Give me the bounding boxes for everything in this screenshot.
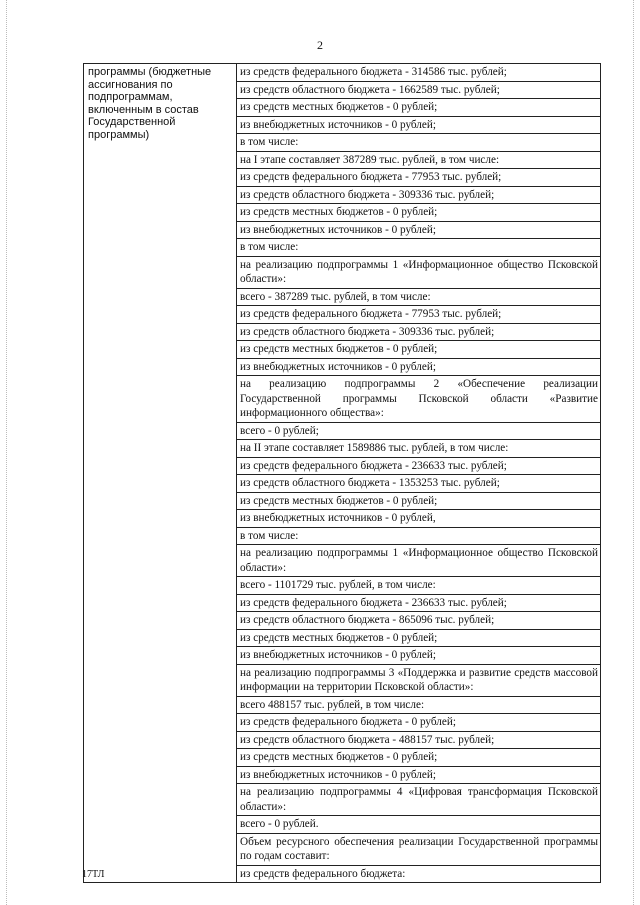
funding-line: из средств федерального бюджета - 77953 тыс. рублей; xyxy=(237,306,600,324)
funding-line: из внебюджетных источников - 0 рублей, xyxy=(237,510,600,528)
funding-line: всего - 0 рублей. xyxy=(237,816,600,834)
funding-line: Объем ресурсного обеспечения реализации Государственной программы по годам составит: xyxy=(237,834,600,866)
funding-line: из внебюджетных источников - 0 рублей; xyxy=(237,767,600,785)
funding-line: из внебюджетных источников - 0 рублей; xyxy=(237,359,600,377)
funding-line: из средств областного бюджета - 309336 тыс. рублей; xyxy=(237,187,600,205)
funding-line: на реализацию подпрограммы 1 «Информационное общество Псковской области»: xyxy=(237,257,600,289)
funding-line: на II этапе составляет 1589886 тыс. рублей, в том числе: xyxy=(237,440,600,458)
funding-line: всего 488157 тыс. рублей, в том числе: xyxy=(237,697,600,715)
funding-line: из средств местных бюджетов - 0 рублей; xyxy=(237,204,600,222)
funding-line: из внебюджетных источников - 0 рублей; xyxy=(237,647,600,665)
funding-line: на I этапе составляет 387289 тыс. рублей, в том числе: xyxy=(237,152,600,170)
funding-line: из средств местных бюджетов - 0 рублей; xyxy=(237,341,600,359)
funding-line: из средств федерального бюджета: xyxy=(240,867,406,880)
funding-line: в том числе: xyxy=(237,528,600,546)
funding-line: в том числе: xyxy=(237,134,600,152)
right-cell-lines xyxy=(237,64,600,882)
funding-line: всего - 387289 тыс. рублей, в том числе: xyxy=(237,289,600,307)
funding-line: из средств областного бюджета - 309336 тыс. рублей; xyxy=(237,324,600,342)
footer-code: 17ТЛ xyxy=(82,869,105,880)
funding-line: из средств федерального бюджета - 236633 тыс. рублей; xyxy=(237,458,600,476)
funding-line: из средств областного бюджета - 488157 тыс. рублей; xyxy=(237,732,600,750)
funding-line: из средств областного бюджета - 1662589 тыс. рублей; xyxy=(237,82,600,100)
funding-line: из средств областного бюджета - 865096 тыс. рублей; xyxy=(237,612,600,630)
funding-line: из средств местных бюджетов - 0 рублей; xyxy=(237,630,600,648)
funding-line: из средств местных бюджетов - 0 рублей; xyxy=(237,493,600,511)
funding-line: из средств федерального бюджета - 314586 тыс. рублей; xyxy=(237,64,600,82)
funding-line: из средств федерального бюджета - 0 рублей; xyxy=(237,714,600,732)
right-cell xyxy=(237,64,601,883)
funding-line: из средств областного бюджета - 1353253 тыс. рублей; xyxy=(237,475,600,493)
page-number: 2 xyxy=(317,38,323,52)
left-cell xyxy=(84,64,237,883)
funding-line: из средств местных бюджетов - 0 рублей; xyxy=(237,99,600,117)
funding-line: из средств федерального бюджета - 236633 тыс. рублей; xyxy=(237,595,600,613)
funding-line: из средств федерального бюджета - 77953 тыс. рублей; xyxy=(237,169,600,187)
funding-line: всего - 0 рублей; xyxy=(237,423,600,441)
table-row xyxy=(84,64,601,883)
funding-line: на реализацию подпрограммы 2 «Обеспечение реализации Государственной программы Псковской области «Развитие информационного общества»: xyxy=(237,376,600,423)
funding-line: на реализацию подпрограммы 3 «Поддержка и развитие средств массовой информации на территории Псковской области»: xyxy=(237,665,600,697)
funding-line: из внебюджетных источников - 0 рублей; xyxy=(237,222,600,240)
funding-line: на реализацию подпрограммы 1 «Информационное общество Псковской области»: xyxy=(237,545,600,577)
funding-line: в том числе: xyxy=(237,239,600,257)
funding-line: на реализацию подпрограммы 4 «Цифровая трансформация Псковской области»: xyxy=(237,784,600,816)
right-margin-dots xyxy=(633,0,635,905)
left-margin-dots xyxy=(6,0,8,905)
left-cell-text: программы (бюджетные ассигнования по подпрограммам, включенным в состав Государственной программы) xyxy=(88,66,212,141)
funding-line: из средств местных бюджетов - 0 рублей; xyxy=(237,749,600,767)
funding-line: из внебюджетных источников - 0 рублей; xyxy=(237,117,600,135)
resource-table xyxy=(83,63,601,883)
funding-line: всего - 1101729 тыс. рублей, в том числе: xyxy=(237,577,600,595)
